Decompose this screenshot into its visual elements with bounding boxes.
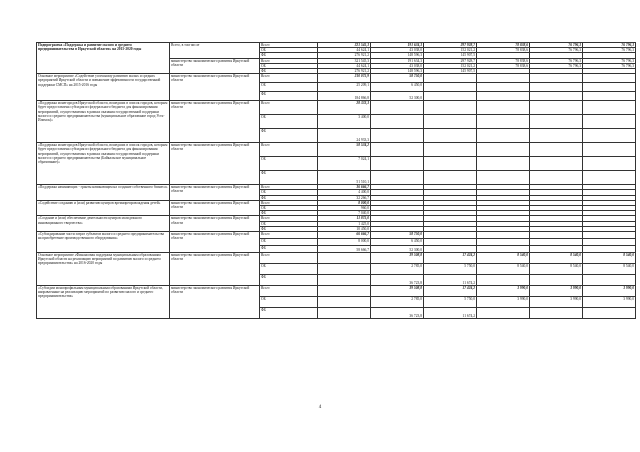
funding-source-cell: ОБ (260, 83, 318, 92)
funding-source-cell: ОБ (260, 297, 318, 308)
value-cell-year-4 (477, 83, 530, 92)
measure-name-cell: Подпрограмма «Поддержка и развитие малого и среднего предпринимательства в Иркутской области» на 2015-2020 годы (37, 43, 170, 74)
value-cell-year-2: 2 785,0 (371, 297, 424, 308)
responsible-cell: министерство экономического развития Иркутской области (170, 74, 260, 101)
funding-source-cell: ОБ (260, 221, 318, 226)
value-cell-year-1: 276 921,2 (318, 69, 371, 74)
value-cell-year-6: 3 990,0 (583, 286, 636, 297)
value-cell-year-3 (424, 83, 477, 92)
value-cell-year-6 (583, 101, 636, 115)
value-cell-year-1: 4 400,0 (318, 190, 371, 195)
value-cell-year-5 (530, 115, 583, 129)
value-cell-year-4: 3 990,0 (477, 297, 530, 308)
funding-source-cell: Всего (260, 286, 318, 297)
value-cell-year-1: 321 545,3 (318, 58, 371, 63)
value-cell-year-4 (477, 275, 530, 286)
value-cell-year-1: 66 666,7 (318, 232, 371, 239)
value-cell-year-4: 78 838,6 (477, 63, 530, 68)
value-cell-year-6 (583, 275, 636, 286)
value-cell-year-6 (583, 246, 636, 253)
value-cell-year-2: 148 596,3 (371, 69, 424, 74)
responsible-cell: министерство экономического развития Иркутской области (170, 232, 260, 253)
funding-source-cell: ФБ (260, 246, 318, 253)
responsible-cell: министерство экономического развития Иркутской области (170, 185, 260, 201)
funding-source-cell: Всего (260, 143, 318, 157)
funding-source-cell: Всего (260, 200, 318, 205)
value-cell-year-1: 36 666,7 (318, 185, 371, 190)
value-cell-year-5 (530, 83, 583, 92)
value-cell-year-2: 43 038,0 (371, 48, 424, 53)
value-cell-year-2: 58 750,0 (371, 74, 424, 83)
value-cell-year-5 (530, 129, 583, 143)
value-cell-year-4 (477, 129, 530, 143)
value-cell-year-1: 8 000,0 (318, 200, 371, 205)
value-cell-year-6 (583, 115, 636, 129)
value-cell-year-5 (530, 171, 583, 185)
value-cell-year-2: 43 038,0 (371, 63, 424, 68)
value-cell-year-1: 184 866,8 (318, 92, 371, 101)
value-cell-year-1: 210 075,9 (318, 74, 371, 83)
value-cell-year-1: 28 333,3 (318, 101, 371, 115)
responsible-cell: министерство экономического развития Иркутской области (170, 216, 260, 232)
value-cell-year-1: 25 209,1 (318, 83, 371, 92)
value-cell-year-1: 44 624,1 (318, 48, 371, 53)
value-cell-year-5: 8 540,0 (530, 253, 583, 264)
value-cell-year-5 (530, 275, 583, 286)
value-cell-year-5: 76 796,3 (530, 58, 583, 63)
value-cell-year-2 (371, 171, 424, 185)
page-number: 4 (318, 405, 322, 410)
value-cell-year-6: 3 990,0 (583, 297, 636, 308)
value-cell-year-4 (477, 101, 530, 115)
value-cell-year-1 (318, 264, 371, 275)
measure-name-cell: «Поддержка монегородов Иркутской области, вошедших в список городов, которым будет предоставлена субсидия из федерального бюджета для финансирования мероприятий, осуществляемых в рамках оказания государственной поддержки малого и среднего предпринимательства (муниципальное образование город Усть-Илимск)» (37, 101, 170, 143)
funding-source-cell: Всего (260, 253, 318, 264)
value-cell-year-3: 5 750,0 (424, 297, 477, 308)
budget-table (36, 42, 636, 319)
value-cell-year-5 (530, 92, 583, 101)
value-cell-year-2: 36 723,8 (371, 275, 424, 286)
value-cell-year-1: 58 666,7 (318, 246, 371, 253)
value-cell-year-4: 78 838,6 (477, 48, 530, 53)
responsible-cell: министерство экономического развития Иркутской области (170, 200, 260, 216)
value-cell-year-2: 191 634,3 (371, 58, 424, 63)
measure-name-cell: «Содействие созданию и (или) развитию центров времяпрепровождения детей» (37, 200, 170, 216)
value-cell-year-1: 24 933,3 (318, 129, 371, 143)
value-cell-year-1 (318, 253, 371, 264)
value-cell-year-3 (424, 246, 477, 253)
funding-source-cell: Всего (260, 101, 318, 115)
value-cell-year-4: 3 990,0 (477, 286, 530, 297)
value-cell-year-2: 36 723,8 (371, 308, 424, 319)
value-cell-year-4: 8 540,0 (477, 264, 530, 275)
value-cell-year-3 (424, 115, 477, 129)
value-cell-year-5: 3 990,0 (530, 297, 583, 308)
value-cell-year-2: 6 450,0 (371, 83, 424, 92)
value-cell-year-2: 6 450,0 (371, 239, 424, 246)
value-cell-year-1: 51 510,1 (318, 171, 371, 185)
value-cell-year-3 (424, 232, 477, 239)
value-cell-year-2 (371, 115, 424, 129)
value-cell-year-1: 32 266,7 (318, 195, 371, 200)
funding-source-cell: ОБ (260, 63, 318, 68)
value-cell-year-3 (424, 101, 477, 115)
funding-source-cell: Всего (260, 74, 318, 83)
value-cell-year-2: 52 300,0 (371, 246, 424, 253)
value-cell-year-2: 52 300,0 (371, 92, 424, 101)
funding-source-cell: ФБ (260, 69, 318, 74)
funding-source-cell: ОБ (260, 206, 318, 211)
budget-table-body (37, 43, 636, 319)
value-cell-year-2: 2 785,0 (371, 264, 424, 275)
value-cell-year-5: 76 796,3 (530, 43, 583, 48)
value-cell-year-4: 8 540,0 (477, 253, 530, 264)
value-cell-year-2 (371, 157, 424, 171)
value-cell-year-2 (371, 143, 424, 157)
value-cell-year-4 (477, 239, 530, 246)
value-cell-year-5 (530, 74, 583, 83)
value-cell-year-5 (530, 308, 583, 319)
value-cell-year-6: 76 796,3 (583, 48, 636, 53)
value-cell-year-6: 8 540,0 (583, 253, 636, 264)
value-cell-year-5: 8 540,0 (530, 264, 583, 275)
value-cell-year-5: 76 796,3 (530, 63, 583, 68)
funding-source-cell: Всего (260, 43, 318, 48)
value-cell-year-3: 152 021,2 (424, 63, 477, 68)
funding-source-cell: ФБ (260, 226, 318, 231)
measure-name-cell: «Субсидирование части затрат субъектов малого и среднего предпринимательства на приобретение производственного оборудования» (37, 232, 170, 253)
value-cell-year-6 (583, 157, 636, 171)
value-cell-year-5 (530, 246, 583, 253)
value-cell-year-1: 10 450,0 (318, 226, 371, 231)
value-cell-year-6: 8 540,0 (583, 264, 636, 275)
value-cell-year-5 (530, 157, 583, 171)
value-cell-year-2: 39 508,8 (371, 286, 424, 297)
value-cell-year-6 (583, 74, 636, 83)
value-cell-year-4 (477, 232, 530, 239)
value-cell-year-4 (477, 92, 530, 101)
value-cell-year-4: 78 838,6 (477, 58, 530, 63)
table-row (37, 143, 636, 157)
value-cell-year-1 (318, 297, 371, 308)
value-cell-year-3 (424, 157, 477, 171)
funding-source-cell: Всего (260, 58, 318, 63)
measure-name-cell: «Поддержка монегородов Иркутской области, вошедших в список городов, которым будет предоставлена субсидия из федерального бюджета для финансирования мероприятий, осуществляемых в рамках оказания государственной поддержки малого и среднего предпринимательства (Байкальское муниципальное образование)» (37, 143, 170, 185)
funding-source-cell: ОБ (260, 239, 318, 246)
value-cell-year-6 (583, 129, 636, 143)
measure-name-cell: Основное мероприятие «Содействие успешному развитию малых и средних предприятий Иркутской области и повышение эффективности государственной поддержки СМСП» на 2015-2016 годы (37, 74, 170, 101)
funding-source-cell: ФБ (260, 129, 318, 143)
value-cell-year-3: 17 424,2 (424, 286, 477, 297)
responsible-cell: министерство экономического развития Иркутской области (170, 286, 260, 319)
value-cell-year-3: 152 021,2 (424, 48, 477, 53)
value-cell-year-1 (318, 275, 371, 286)
funding-source-cell: ОБ (260, 264, 318, 275)
value-cell-year-3 (424, 74, 477, 83)
value-cell-year-1: 1 425,0 (318, 221, 371, 226)
funding-source-cell: ФБ (260, 53, 318, 58)
funding-source-cell: ОБ (260, 115, 318, 129)
value-cell-year-3: 297 928,7 (424, 58, 477, 63)
responsible-cell: министерство экономического развития Иркутской области (170, 58, 260, 74)
responsible-cell: министерство экономического развития Иркутской области (170, 143, 260, 185)
value-cell-year-3: 5 750,0 (424, 264, 477, 275)
funding-source-cell: ОБ (260, 48, 318, 53)
value-cell-year-3: 145 907,5 (424, 53, 477, 58)
funding-source-cell: ОБ (260, 157, 318, 171)
value-cell-year-3: 145 907,5 (424, 69, 477, 74)
table-row (37, 286, 636, 297)
value-cell-year-2: 58 750,0 (371, 232, 424, 239)
value-cell-year-5: 3 990,0 (530, 286, 583, 297)
value-cell-year-1: 44 624,1 (318, 63, 371, 68)
value-cell-year-2: 148 596,3 (371, 53, 424, 58)
value-cell-year-3 (424, 143, 477, 157)
value-cell-year-4 (477, 171, 530, 185)
value-cell-year-6 (583, 83, 636, 92)
value-cell-year-1: 321 545,3 (318, 43, 371, 48)
value-cell-year-4 (477, 74, 530, 83)
measure-name-cell: «Поддержка начинающих - гранты начинающим на создание собственного бизнеса» (37, 185, 170, 201)
value-cell-year-4 (477, 246, 530, 253)
value-cell-year-5 (530, 101, 583, 115)
value-cell-year-5: 76 796,3 (530, 48, 583, 53)
value-cell-year-3 (424, 171, 477, 185)
value-cell-year-6: 76 796,3 (583, 43, 636, 48)
value-cell-year-1: 960,0 (318, 206, 371, 211)
value-cell-year-5 (530, 232, 583, 239)
funding-source-cell: Всего (260, 232, 318, 239)
table-row (37, 101, 636, 115)
value-cell-year-6 (583, 143, 636, 157)
value-cell-year-6 (583, 239, 636, 246)
value-cell-year-3: 11 674,2 (424, 308, 477, 319)
value-cell-year-4 (477, 157, 530, 171)
value-cell-year-2: 191 634,3 (371, 43, 424, 48)
value-cell-year-2 (371, 129, 424, 143)
value-cell-year-1: 58 534,2 (318, 143, 371, 157)
funding-source-cell: Всего (260, 216, 318, 221)
value-cell-year-2: 39 508,8 (371, 253, 424, 264)
value-cell-year-5 (530, 239, 583, 246)
funding-source-cell: ФБ (260, 92, 318, 101)
value-cell-year-1: 276 921,2 (318, 53, 371, 58)
value-cell-year-2 (371, 101, 424, 115)
responsible-cell: министерство экономического развития Иркутской области (170, 253, 260, 286)
table-row (37, 74, 636, 83)
value-cell-year-3: 17 424,2 (424, 253, 477, 264)
table-row (37, 253, 636, 264)
funding-source-cell: ОБ (260, 190, 318, 195)
funding-source-cell: ФБ (260, 195, 318, 200)
value-cell-year-6 (583, 308, 636, 319)
value-cell-year-3 (424, 92, 477, 101)
measure-name-cell: «Создание и (или) обеспечение деятельности центров молодежного инновационного творчества» (37, 216, 170, 232)
value-cell-year-1: 11 875,0 (318, 216, 371, 221)
value-cell-year-3 (424, 239, 477, 246)
funding-source-cell: ФБ (260, 275, 318, 286)
funding-source-cell: Всего (260, 185, 318, 190)
value-cell-year-6: 76 796,3 (583, 63, 636, 68)
value-cell-year-6: 76 796,3 (583, 58, 636, 63)
responsible-cell: Всего, в том числе (170, 43, 260, 59)
value-cell-year-1 (318, 308, 371, 319)
value-cell-year-1 (318, 286, 371, 297)
value-cell-year-4 (477, 143, 530, 157)
value-cell-year-3: 297 928,7 (424, 43, 477, 48)
value-cell-year-6 (583, 232, 636, 239)
value-cell-year-1: 7 024,1 (318, 157, 371, 171)
value-cell-year-1: 3 400,0 (318, 115, 371, 129)
funding-source-cell: ФБ (260, 308, 318, 319)
funding-source-cell: ФБ (260, 171, 318, 185)
responsible-cell: министерство экономического развития Иркутской области (170, 101, 260, 143)
value-cell-year-6 (583, 171, 636, 185)
value-cell-year-4 (477, 308, 530, 319)
value-cell-year-3: 11 674,2 (424, 275, 477, 286)
measure-name-cell: Основное мероприятие «Финансовая поддержка муниципальным образованиям Иркутской области на реализацию мероприятий по развитию малого и среднего предпринимательства» на 2016-2020 годы (37, 253, 170, 286)
value-cell-year-6 (583, 92, 636, 101)
funding-source-cell: ФБ (260, 211, 318, 216)
table-row (37, 232, 636, 239)
value-cell-year-4: 78 838,6 (477, 43, 530, 48)
value-cell-year-1: 8 000,0 (318, 239, 371, 246)
measure-name-cell: «Субсидии монопрофильным муниципальным образованиям Иркутской области, направленные на реализацию мероприятий по развитию малого и среднего предпринимательства» (37, 286, 170, 319)
value-cell-year-4 (477, 115, 530, 129)
value-cell-year-3 (424, 129, 477, 143)
value-cell-year-5 (530, 143, 583, 157)
value-cell-year-1: 7 040,0 (318, 211, 371, 216)
